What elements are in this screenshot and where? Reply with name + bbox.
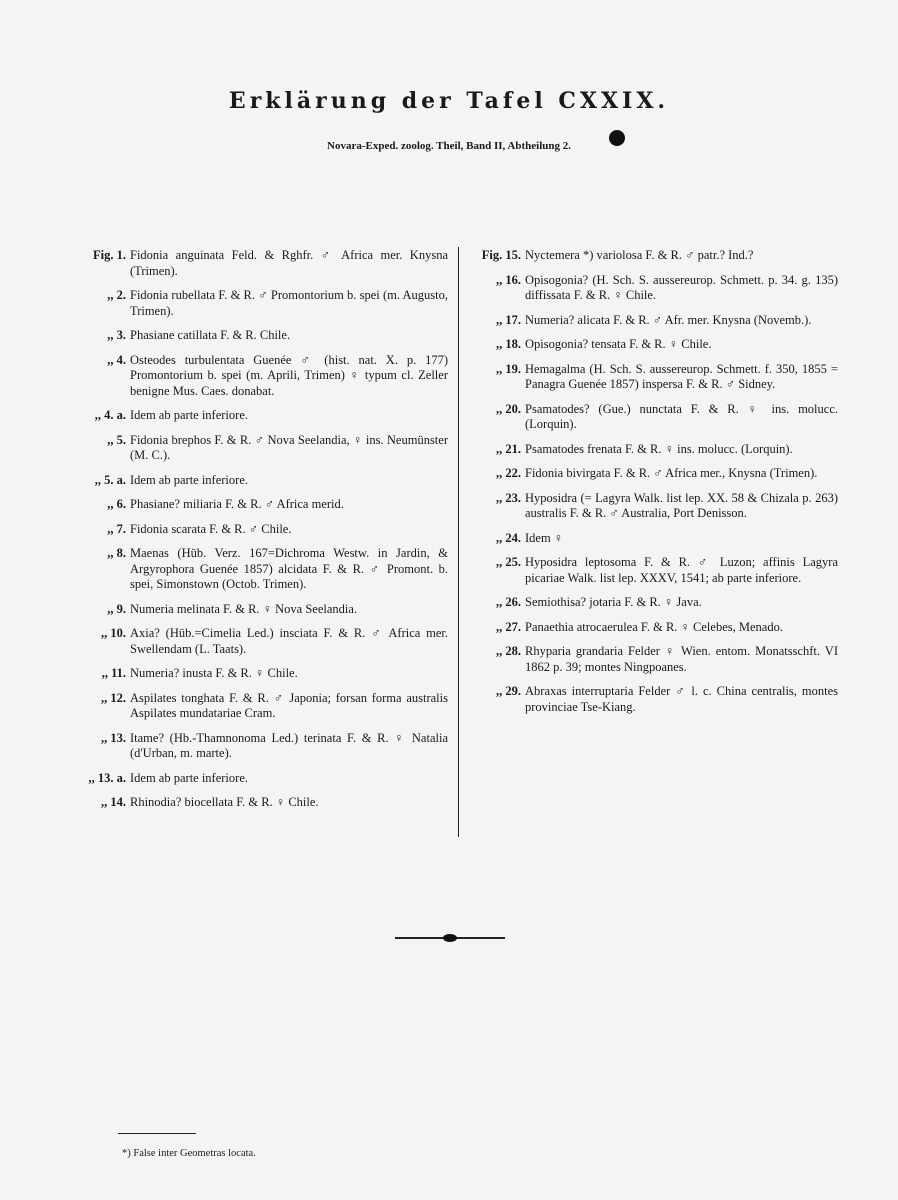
figure-entry — [68, 602, 448, 618]
figure-entry — [466, 620, 838, 636]
figure-number: ,, 3. — [107, 328, 126, 342]
figure-description: Panaethia atrocaerulea F. & R. ♀ Celebes, Menado. — [525, 619, 783, 634]
figure-description: Idem ab parte inferiore. — [130, 770, 248, 785]
figure-description: Abraxas interruptaria Felder ♂ l. c. China centralis, montes provinciae Tse-Kiang. — [525, 684, 838, 714]
figure-description: Phasiane catillata F. & R. Chile. — [130, 328, 291, 342]
figure-entry — [68, 666, 448, 682]
figure-description: Idem ♀ — [525, 530, 564, 545]
figure-description: Itame? (Hb.-Thamnonoma Led.) terinata F. & R. ♀ Natalia (d'Urban, m. marte). — [130, 730, 448, 760]
figure-number: ,, 22. — [496, 466, 521, 480]
figure-description: Hemagalma (H. Sch. S. aussereurop. Schmett. f. 350, 1855 = Panagra Guenée 1857) inspersa F. & R. ♂ Sidney. — [525, 361, 838, 391]
figure-description: Axia? (Hüb.=Cimelia Led.) insciata F. & R. ♂ Africa mer. Swellendam (L. Taats). — [130, 626, 448, 656]
figure-number: ,, 29. — [496, 684, 521, 698]
right-column — [466, 248, 838, 724]
figure-entry — [68, 795, 448, 811]
figure-entry — [68, 626, 448, 657]
figure-description: Psamatodes frenata F. & R. ♀ ins. molucc. (Lorquin). — [525, 441, 793, 456]
figure-entry — [466, 684, 838, 715]
figure-entry — [68, 328, 448, 344]
figure-entry — [68, 546, 448, 593]
figure-entry — [466, 644, 838, 675]
figure-description: Numeria? inusta F. & R. ♀ Chile. — [130, 666, 298, 680]
figure-description: Phasiane? miliaria F. & R. ♂ Africa merid. — [130, 497, 344, 511]
figure-number: ,, 28. — [496, 644, 521, 658]
figure-number: ,, 23. — [496, 490, 521, 505]
figure-description: Psamatodes? (Gue.) nunctata F. & R. ♀ ins. molucc. (Lorquin). — [525, 401, 838, 431]
figure-description: Aspilates tonghata F. & R. ♂ Japonia; forsan forma australis Aspilates mundatariae Cram. — [130, 690, 448, 720]
figure-number: ,, 4. — [107, 352, 126, 367]
figure-number: ,, 14. — [101, 795, 126, 809]
figure-description: Numeria? alicata F. & R. ♂ Afr. mer. Knysna (Novemb.). — [525, 312, 812, 327]
figure-number: ,, 21. — [496, 441, 521, 456]
left-column — [68, 248, 448, 820]
figure-number: Fig. 15. — [481, 248, 521, 262]
figure-entry — [466, 337, 838, 353]
ornament-divider — [395, 936, 505, 940]
figure-entry — [68, 691, 448, 722]
figure-number: ,, 17. — [496, 312, 521, 327]
figure-description: Fidonia anguinata Feld. & Rghfr. ♂ Africa mer. Knysna (Trimen). — [130, 248, 448, 278]
figure-entry — [68, 497, 448, 513]
figure-description: Opisogonia? tensata F. & R. ♀ Chile. — [525, 337, 712, 351]
figure-entry — [68, 408, 448, 424]
figure-description: Hyposidra leptosoma F. & R. ♂ Luzon; affinis Lagyra picariae Walk. list lep. XXXV, 1541; ab parte inferiore. — [525, 555, 838, 585]
page-subtitle: Novara-Exped. zoolog. Theil, Band II, Abtheilung 2. — [327, 140, 571, 152]
figure-number: ,, 2. — [107, 288, 126, 302]
figure-description: Maenas (Hüb. Verz. 167=Dichroma Westw. in Jardin, & Argyrophora Guenée 1857) alcidata F. & R. ♂ Promont. b. spei, Simonstown (Octob. Trimen). — [130, 546, 448, 591]
figure-entry — [68, 473, 448, 489]
figure-entry — [68, 288, 448, 319]
figure-entry — [68, 353, 448, 400]
figure-number: ,, 13. — [101, 730, 126, 745]
figure-number: ,, 24. — [496, 530, 521, 545]
footnote-rule — [118, 1133, 196, 1134]
figure-number: ,, 12. — [101, 690, 126, 705]
figure-description: Idem ab parte inferiore. — [130, 408, 248, 422]
figure-number: ,, 25. — [496, 555, 521, 569]
figure-description: Opisogonia? (H. Sch. S. aussereurop. Schmett. p. 34. g. 135) diffissata F. & R. ♀ Chile. — [525, 272, 838, 302]
page-title: Erklärung der Tafel CXXIX. — [228, 88, 670, 114]
figure-entry — [68, 522, 448, 538]
figure-entry — [466, 555, 838, 586]
figure-description: Nyctemera *) variolosa F. & R. ♂ patr.? Ind.? — [525, 248, 754, 262]
figure-number: ,, 18. — [496, 337, 521, 351]
figure-number: ,, 9. — [107, 601, 126, 616]
figure-entry — [466, 362, 838, 393]
figure-description: Fidonia brephos F. & R. ♂ Nova Seelandia, ♀ ins. Neumünster (M. C.). — [130, 432, 448, 462]
figure-number: Fig. 1. — [93, 248, 126, 262]
figure-description: Fidonia scarata F. & R. ♂ Chile. — [130, 521, 292, 536]
figure-entry — [466, 273, 838, 304]
figure-entry — [466, 466, 838, 482]
figure-number: ,, 4. a. — [94, 408, 126, 422]
figure-description: Idem ab parte inferiore. — [130, 472, 248, 487]
figure-description: Hyposidra (= Lagyra Walk. list lep. XX. 58 & Chizala p. 263) australis F. & R. ♂ Australia, Port Denisson. — [525, 490, 838, 520]
figure-number: ,, 7. — [107, 521, 126, 536]
ornament-diamond — [443, 934, 457, 942]
figure-description: Semiothisa? jotaria F. & R. ♀ Java. — [525, 595, 702, 609]
figure-number: ,, 13. a. — [88, 770, 126, 785]
ink-blot — [609, 130, 625, 146]
column-divider — [458, 247, 459, 837]
figure-entry — [466, 248, 838, 264]
figure-number: ,, 10. — [101, 626, 126, 640]
figure-description: Osteodes turbulentata Guenée ♂ (hist. nat. X. p. 177) Promontorium b. spei (m. Aprili, Trimen) ♀ typum cl. Zeller benigne Mus. Caes. donabat. — [130, 352, 448, 398]
figure-number: ,, 19. — [496, 361, 521, 376]
figure-number: ,, 26. — [496, 595, 521, 609]
figure-entry — [466, 595, 838, 611]
figure-entry — [68, 771, 448, 787]
figure-number: ,, 6. — [107, 497, 126, 511]
figure-description: Fidonia bivirgata F. & R. ♂ Africa mer., Knysna (Trimen). — [525, 466, 818, 480]
figure-number: ,, 27. — [496, 619, 521, 634]
figure-description: Rhinodia? biocellata F. & R. ♀ Chile. — [130, 795, 319, 809]
figure-description: Numeria melinata F. & R. ♀ Nova Seelandia. — [130, 601, 358, 616]
figure-number: ,, 8. — [107, 546, 126, 560]
figure-entry — [68, 248, 448, 279]
figure-number: ,, 5. a. — [94, 472, 126, 487]
figure-entry — [466, 313, 838, 329]
figure-entry — [466, 402, 838, 433]
figure-description: Fidonia rubellata F. & R. ♂ Promontorium b. spei (m. Augusto, Trimen). — [130, 288, 448, 318]
figure-description: Rhyparia grandaria Felder ♀ Wien. entom. Monatsschft. VI 1862 p. 39; montes Ningpoanes. — [525, 644, 838, 674]
figure-number: ,, 5. — [107, 432, 126, 447]
figure-number: ,, 20. — [496, 401, 521, 416]
figure-entry — [466, 491, 838, 522]
footnote: *) False inter Geometras locata. — [122, 1148, 256, 1159]
figure-number: ,, 11. — [101, 666, 126, 680]
figure-entry — [466, 442, 838, 458]
figure-entry — [466, 531, 838, 547]
figure-entry — [68, 731, 448, 762]
figure-number: ,, 16. — [496, 272, 521, 287]
figure-entry — [68, 433, 448, 464]
